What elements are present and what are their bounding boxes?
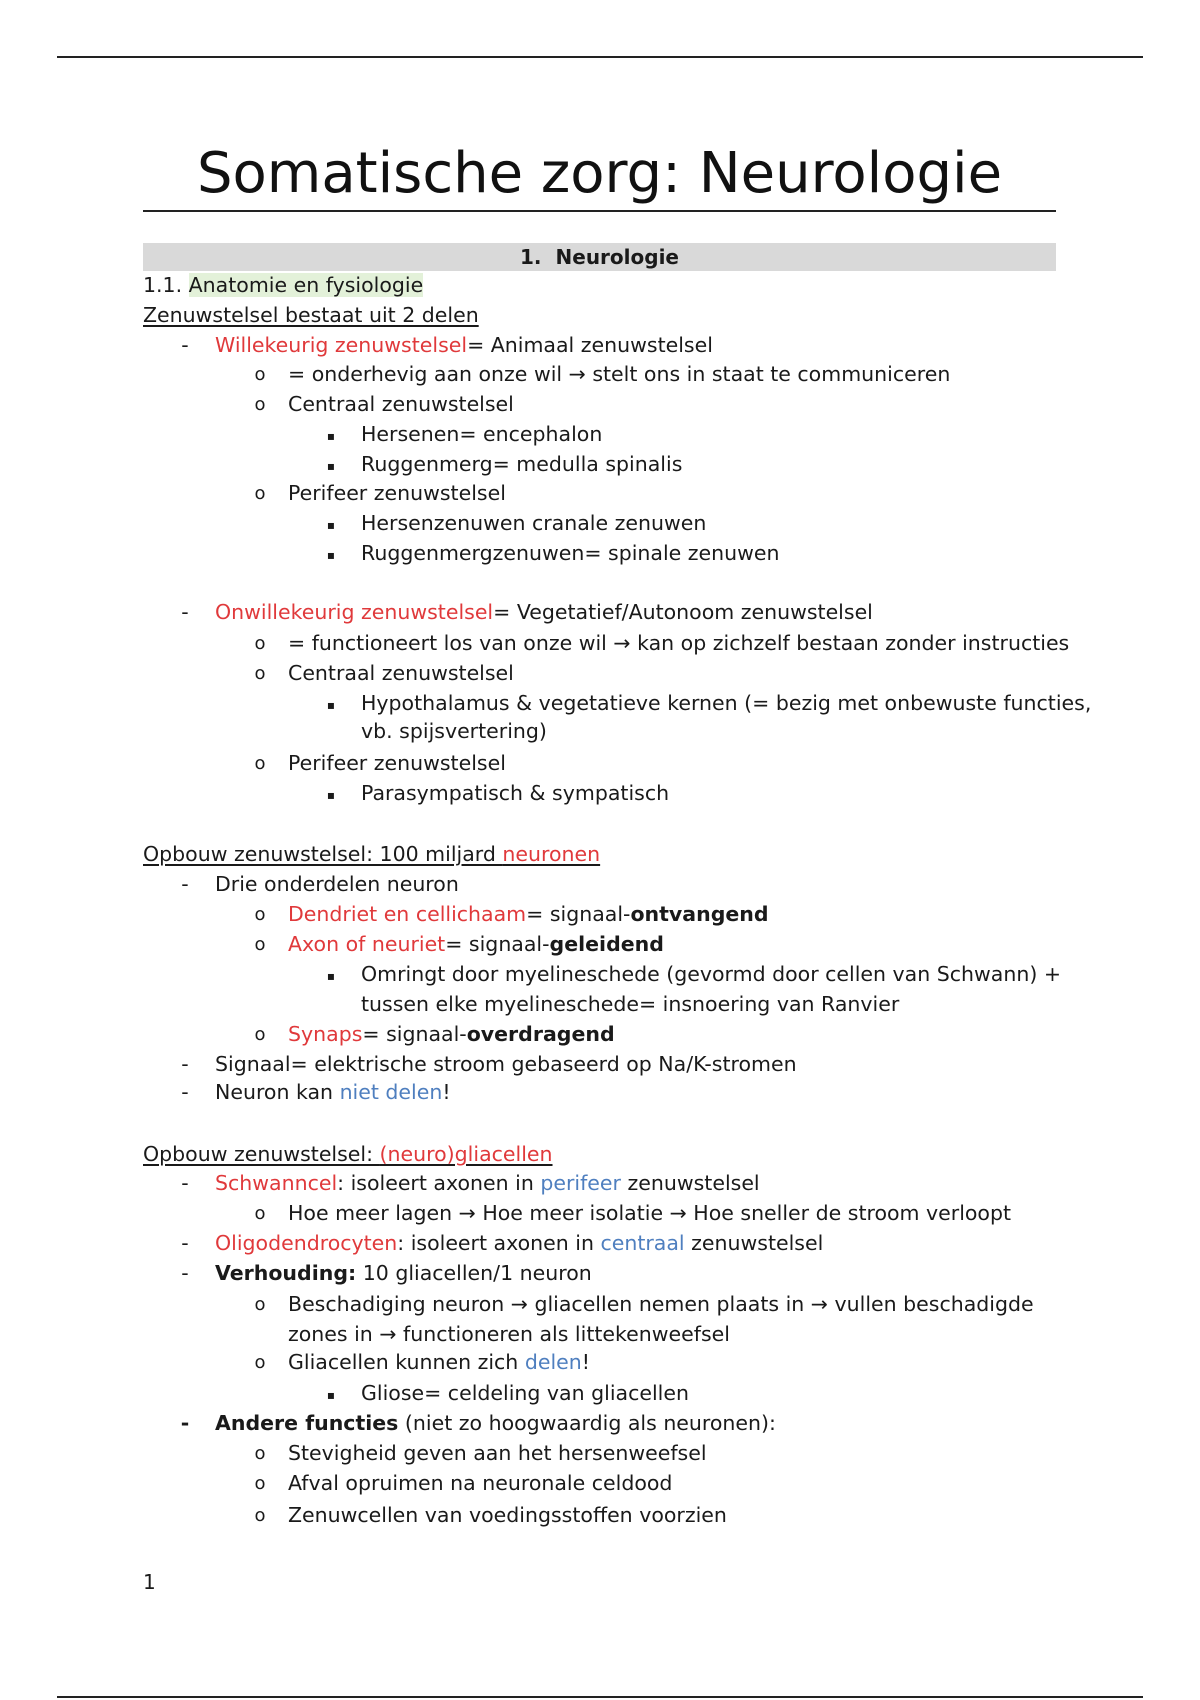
square-marker: ▪ — [326, 788, 336, 802]
text-run: zenuwstelsel — [684, 1231, 824, 1255]
willekeurig-term: Willekeurig zenuwstelsel — [215, 333, 468, 357]
centraal-term: centraal — [600, 1231, 685, 1255]
circle-marker: o — [254, 1203, 266, 1224]
text-run: = signaal- — [362, 1022, 467, 1046]
dash-marker: - — [181, 1080, 189, 1104]
text-run: Andere functies — [215, 1411, 399, 1435]
willekeurig-item — [215, 331, 713, 359]
axon-item — [288, 930, 664, 958]
page-top-rule — [57, 56, 1143, 58]
chapter-title: Neurologie — [555, 245, 679, 269]
square-marker: ▪ — [326, 969, 336, 983]
dash-marker: - — [181, 333, 189, 357]
dash-marker: - — [181, 1052, 189, 1076]
willekeurig-perifeer: Perifeer zenuwstelsel — [288, 481, 506, 505]
functie-afval: Afval opruimen na neuronale celdood — [288, 1471, 673, 1495]
arrow-icon: → — [510, 1292, 528, 1316]
text-run: stelt ons in staat te communiceren — [585, 362, 951, 386]
omringt-line-2: tussen elke myelineschede= insnoering van Ranvier — [361, 992, 900, 1016]
text-run: Hoe meer isolatie — [475, 1201, 670, 1225]
schwann-term: Schwanncel — [215, 1171, 338, 1195]
circle-marker: o — [254, 1443, 266, 1464]
willekeurig-wil — [288, 360, 950, 388]
text-run: Beschadiging neuron — [288, 1292, 511, 1316]
onwillekeurig-perifeer: Perifeer zenuwstelsel — [288, 751, 506, 775]
arrow-icon: → — [568, 362, 586, 386]
square-marker: ▪ — [326, 548, 336, 562]
drie-onderdelen: Drie onderdelen neuron — [215, 872, 459, 896]
beschadiging-line-2 — [288, 1320, 730, 1348]
parasympatisch: Parasympatisch & sympatisch — [361, 781, 670, 805]
text-run: ! — [442, 1080, 451, 1104]
arrow-icon: → — [810, 1292, 828, 1316]
text-run: functioneren als littekenweefsel — [396, 1322, 730, 1346]
circle-marker: o — [254, 1473, 266, 1494]
hersenzenuwen: Hersenzenuwen cranale zenuwen — [361, 511, 707, 535]
gliacellen-delen-item — [288, 1348, 590, 1376]
text-run: zones in — [288, 1322, 380, 1346]
dash-marker: - — [181, 1171, 189, 1195]
circle-marker: o — [254, 753, 266, 774]
text-run: (niet zo hoogwaardig als neuronen): — [398, 1411, 776, 1435]
ruggenmergzenuwen: Ruggenmergzenuwen= spinale zenuwen — [361, 541, 780, 565]
synaps-term: Synaps — [288, 1022, 363, 1046]
text-run: ! — [581, 1350, 590, 1374]
text-run: vullen beschadigde — [827, 1292, 1034, 1316]
dash-marker: - — [181, 1231, 189, 1255]
oligo-term: Oligodendrocyten — [215, 1231, 398, 1255]
gliacellen-term: (neuro)gliacellen — [379, 1142, 553, 1166]
text-run: overdragend — [466, 1022, 615, 1046]
oligo-item — [215, 1229, 823, 1257]
text-run: Verhouding: — [215, 1261, 357, 1285]
hersenen: Hersenen= encephalon — [361, 422, 603, 446]
arrow-icon: → — [669, 1201, 687, 1225]
section-heading — [143, 271, 423, 299]
square-marker: ▪ — [326, 698, 336, 712]
dendriet-term: Dendriet en cellichaam — [288, 902, 527, 926]
circle-marker: o — [254, 1352, 266, 1373]
dash-marker: - — [181, 872, 189, 896]
document-title: Somatische zorg: Neurologie — [196, 141, 1003, 206]
axon-term: Axon of neuriet — [288, 932, 446, 956]
text-run: : isoleert axonen in — [337, 1171, 541, 1195]
verhouding-item — [215, 1259, 592, 1287]
chapter-heading — [143, 243, 1056, 271]
onwillekeurig-wil — [288, 629, 1069, 657]
dash-marker: - — [180, 1411, 190, 1435]
arrow-icon: → — [613, 631, 631, 655]
hypothalamus-line-1: Hypothalamus & vegetatieve kernen (= bezig met onbewuste functies, — [361, 691, 1092, 715]
arrow-icon: → — [379, 1322, 397, 1346]
andere-functies-item — [215, 1409, 776, 1437]
block1-heading: Zenuwstelsel bestaat uit 2 delen — [143, 303, 479, 327]
signaal-item: Signaal= elektrische stroom gebaseerd op Na/K-stromen — [215, 1052, 797, 1076]
text-run: ontvangend — [630, 902, 769, 926]
title-underline — [143, 210, 1056, 212]
dash-marker: - — [181, 1261, 189, 1285]
text-run: geleidend — [549, 932, 664, 956]
chapter-number: 1. — [520, 245, 542, 269]
text-run: Hoe meer lagen — [288, 1201, 459, 1225]
circle-marker: o — [254, 1294, 266, 1315]
text-run: = functioneert los van onze wil — [288, 631, 614, 655]
square-marker: ▪ — [326, 1388, 336, 1402]
text-run: kan op zichzelf bestaan zonder instructies — [630, 631, 1070, 655]
text-run: Opbouw zenuwstelsel: 100 miljard — [143, 842, 503, 866]
functie-voeding: Zenuwcellen van voedingsstoffen voorzien — [288, 1503, 727, 1527]
ruggenmerg: Ruggenmerg= medulla spinalis — [361, 452, 683, 476]
section-title: Anatomie en fysiologie — [188, 273, 424, 297]
section-number: 1.1. — [143, 273, 183, 297]
square-marker: ▪ — [326, 518, 336, 532]
onwillekeurig-centraal: Centraal zenuwstelsel — [288, 661, 514, 685]
square-marker: ▪ — [326, 429, 336, 443]
willekeurig-rest: = Animaal zenuwstelsel — [467, 333, 713, 357]
square-marker: ▪ — [326, 459, 336, 473]
text-run: zenuwstelsel — [620, 1171, 760, 1195]
onwillekeurig-rest: = Vegetatief/Autonoom zenuwstelsel — [493, 600, 873, 624]
circle-marker: o — [254, 663, 266, 684]
circle-marker: o — [254, 394, 266, 415]
delen-term: delen — [524, 1350, 582, 1374]
text-run: Opbouw zenuwstelsel: — [143, 1142, 380, 1166]
beschadiging-line-1 — [288, 1290, 1034, 1318]
perifeer-term: perifeer — [540, 1171, 621, 1195]
text-run: Neuron kan — [215, 1080, 340, 1104]
onwillekeurig-term: Onwillekeurig zenuwstelsel — [215, 600, 494, 624]
page-bottom-rule — [57, 1696, 1143, 1698]
text-run: = signaal- — [445, 932, 550, 956]
onwillekeurig-item — [215, 598, 873, 626]
block2-heading — [143, 840, 600, 868]
text-run: gliacellen nemen plaats in — [527, 1292, 811, 1316]
neuronen-term: neuronen — [502, 842, 601, 866]
omringt-line-1: Omringt door myelineschede (gevormd door cellen van Schwann) + — [361, 962, 1062, 986]
page-number: 1 — [143, 1570, 156, 1594]
functie-stevigheid: Stevigheid geven aan het hersenweefsel — [288, 1441, 707, 1465]
text-run: = signaal- — [526, 902, 631, 926]
circle-marker: o — [254, 934, 266, 955]
dash-marker: - — [181, 600, 189, 624]
circle-marker: o — [254, 364, 266, 385]
circle-marker: o — [254, 633, 266, 654]
circle-marker: o — [254, 483, 266, 504]
circle-marker: o — [254, 1024, 266, 1045]
hypothalamus-line-2: vb. spijsvertering) — [361, 719, 547, 743]
arrow-icon: → — [458, 1201, 476, 1225]
schwann-item — [215, 1169, 760, 1197]
text-run: 10 gliacellen/1 neuron — [356, 1261, 592, 1285]
gliose-item: Gliose= celdeling van gliacellen — [361, 1381, 689, 1405]
neuron-delen-item — [215, 1078, 451, 1106]
text-run: Hoe sneller de stroom verloopt — [686, 1201, 1012, 1225]
circle-marker: o — [254, 1505, 266, 1526]
synaps-item — [288, 1020, 615, 1048]
lagen-item — [288, 1199, 1011, 1227]
dendriet-item — [288, 900, 769, 928]
text-run: = onderhevig aan onze wil — [288, 362, 569, 386]
circle-marker: o — [254, 904, 266, 925]
text-run: Gliacellen kunnen zich — [288, 1350, 525, 1374]
willekeurig-centraal: Centraal zenuwstelsel — [288, 392, 514, 416]
block3-heading — [143, 1140, 553, 1168]
niet-delen-term: niet delen — [339, 1080, 443, 1104]
text-run: : isoleert axonen in — [397, 1231, 601, 1255]
